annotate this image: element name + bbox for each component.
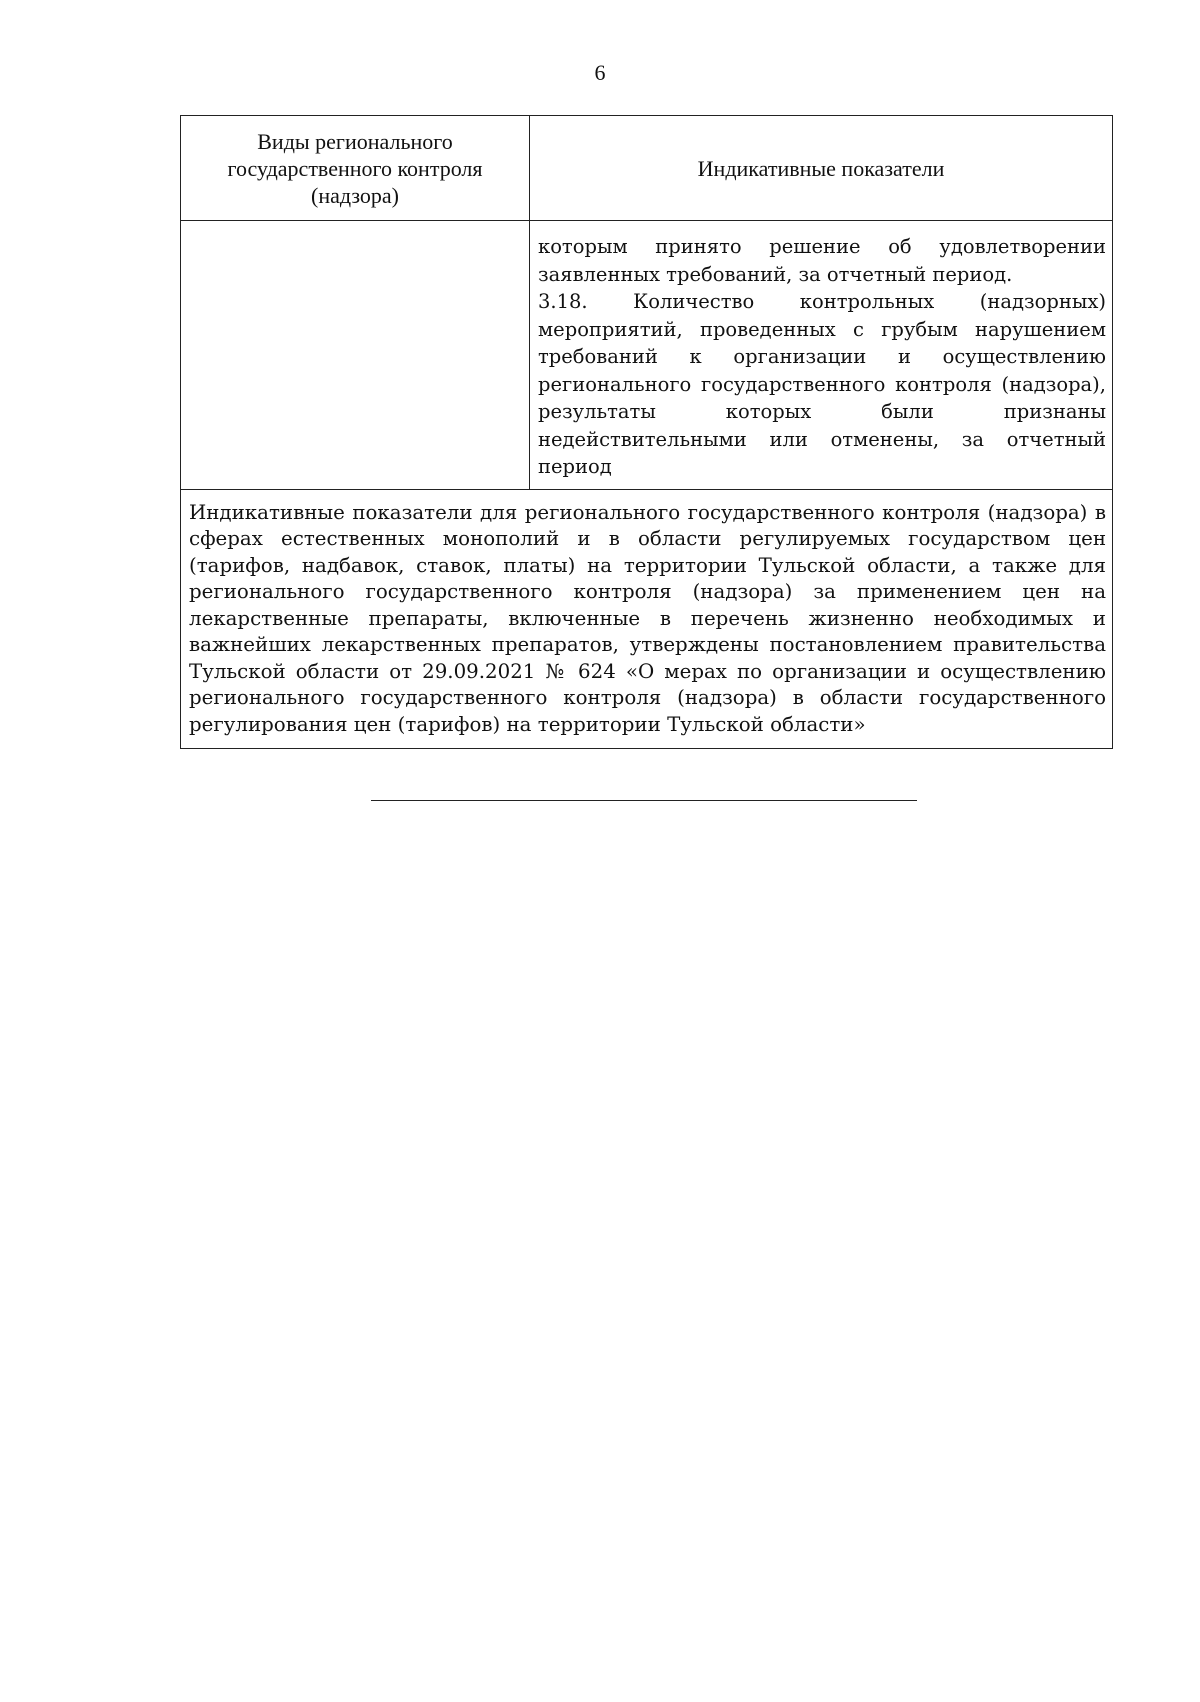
note-cell [181, 489, 1113, 749]
table-note-row [181, 489, 1113, 749]
indicator-paragraph: которым принято решение об удовлетворении заявленных требований, за отчетный период. [538, 235, 1106, 286]
indicators-cell [530, 221, 1113, 490]
note-text: Индикативные показатели для регионального государственного контроля (надзора) в сферах естественных монополий и в области регулируемых государством цен (тарифов, надбавок, ставок, платы) на территории Тульской области, а также для регионального государственного контроля (надзора) за применением цен на лекарственные препараты, включенные в перечень жизненно необходимых и важнейших лекарственных препаратов, утверждены постановлением правительства Тульской области от 29.09.2021 № 624 «О мерах по организации и осуществлению регионального государственного контроля (надзора) в области государственного регулирования цен (тарифов) на территории Тульской области» [189, 500, 1106, 736]
table-row [181, 221, 1113, 490]
header-control-types-label: Виды регионального государственного контроля (надзора) [227, 128, 483, 208]
header-cell-control-types [181, 116, 530, 221]
header-cell-indicators [530, 116, 1113, 221]
table-header-row [181, 116, 1113, 221]
indicator-paragraph: 3.18. Количество контрольных (надзорных) мероприятий, проведенных с грубым нарушением требований к организации и осуществлению регионального государственного контроля (надзора), результаты которых были признаны недействительными или отменены, за отчетный период [538, 290, 1106, 478]
closing-divider [371, 800, 917, 801]
header-indicators-label: Индикативные показатели [697, 155, 945, 181]
control-type-cell [181, 221, 530, 490]
indicators-table [180, 115, 1113, 749]
page-number: 6 [594, 60, 606, 85]
